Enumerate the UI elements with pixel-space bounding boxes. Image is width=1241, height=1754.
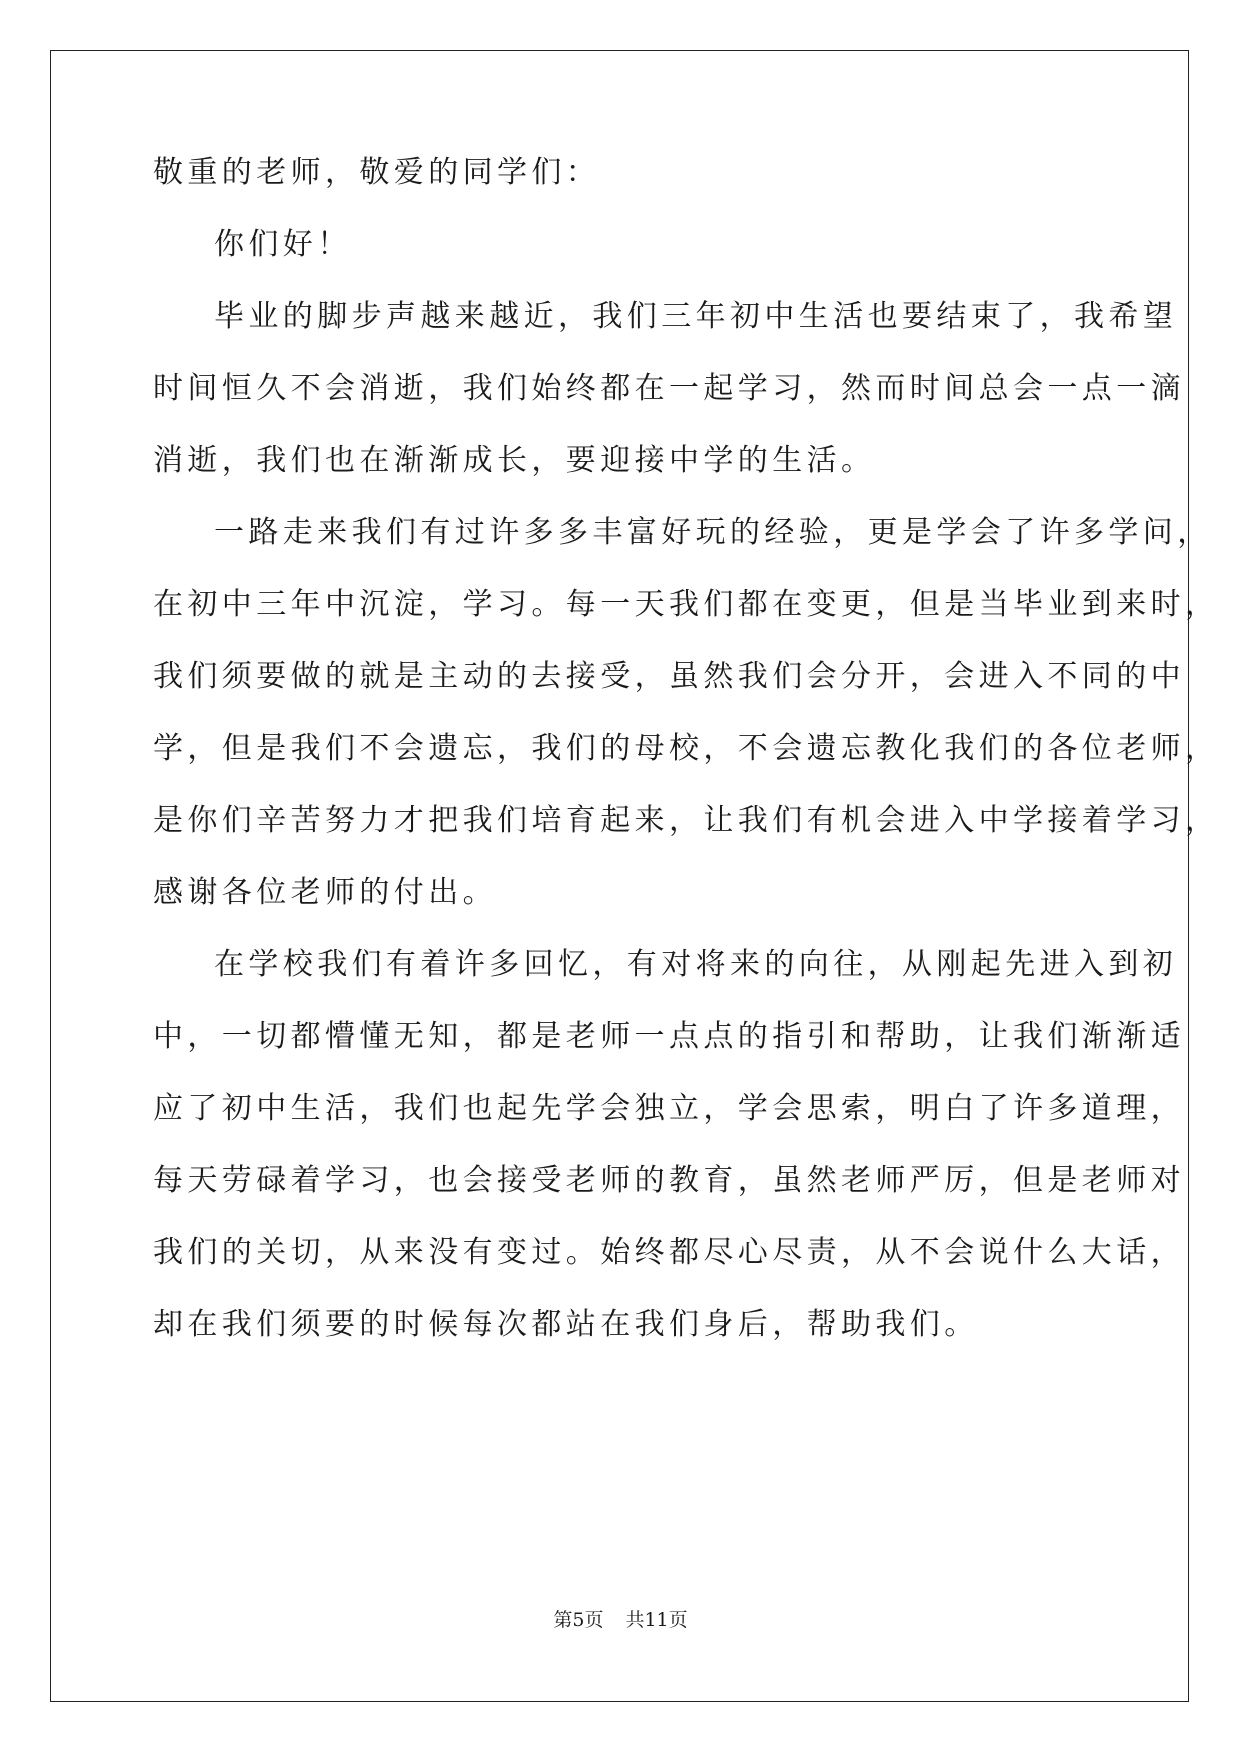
paragraph-2-line-2: 在初中三年中沉淀，学习。每一天我们都在变更，但是当毕业到来时， — [153, 587, 1220, 622]
paragraph-3-line-5: 我们的关切，从来没有变过。始终都尽心尽责，从不会说什么大话， — [153, 1235, 1185, 1270]
salutation-line: 敬重的老师，敬爱的同学们： — [153, 155, 601, 190]
paragraph-1-line-2: 时间恒久不会消逝，我们始终都在一起学习，然而时间总会一点一滴 — [153, 371, 1185, 406]
page-total: 共11页 — [625, 1609, 688, 1631]
paragraph-2-line-5: 是你们辛苦努力才把我们培育起来，让我们有机会进入中学接着学习， — [153, 803, 1220, 838]
page-number: 第5页 — [553, 1609, 604, 1631]
paragraph-3-line-2: 中，一切都懵懂无知，都是老师一点点的指引和帮助，让我们渐渐适 — [153, 1019, 1185, 1054]
paragraph-3-line-4: 每天劳碌着学习，也会接受老师的教育，虽然老师严厉，但是老师对 — [153, 1163, 1185, 1198]
paragraph-3-line-6: 却在我们须要的时候每次都站在我们身后，帮助我们。 — [153, 1307, 979, 1342]
paragraph-2-line-6: 感谢各位老师的付出。 — [153, 875, 497, 910]
paragraph-2-line-4: 学，但是我们不会遗忘，我们的母校，不会遗忘教化我们的各位老师， — [153, 731, 1220, 766]
paragraph-3-line-3: 应了初中生活，我们也起先学会独立，学会思索，明白了许多道理， — [153, 1091, 1185, 1126]
paragraph-2-line-1: 一路走来我们有过许多多丰富好玩的经验，更是学会了许多学问， — [214, 515, 1212, 550]
paragraph-2-line-3: 我们须要做的就是主动的去接受，虽然我们会分开，会进入不同的中 — [153, 659, 1185, 694]
greeting-line: 你们好！ — [214, 227, 352, 262]
page-footer — [0, 1608, 1241, 1632]
paragraph-1-line-3: 消逝，我们也在渐渐成长，要迎接中学的生活。 — [153, 443, 876, 478]
paragraph-1-line-1: 毕业的脚步声越来越近，我们三年初中生活也要结束了，我希望 — [214, 299, 1178, 334]
paragraph-3-line-1: 在学校我们有着许多回忆，有对将来的向往，从刚起先进入到初 — [214, 947, 1178, 982]
